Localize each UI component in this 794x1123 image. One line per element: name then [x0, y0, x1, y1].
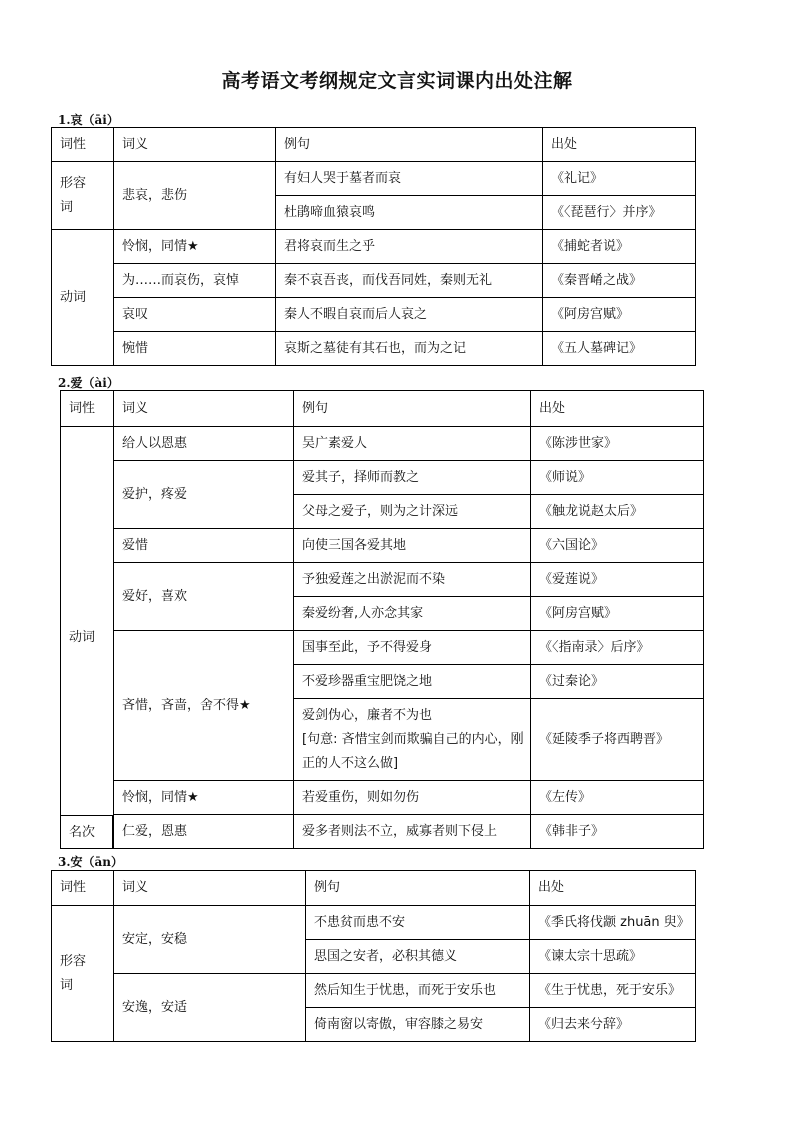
header-cell: 例句: [276, 128, 543, 162]
source-cell: 《季氏将伐颛 zhuān 臾》: [530, 906, 696, 940]
source-cell: 《左传》: [531, 781, 704, 815]
page-title: 高考语文考纲规定文言实词课内出处注解: [221, 70, 573, 92]
meaning-cell: 惋惜: [114, 332, 276, 366]
example-cell: 君将哀而生之乎: [276, 230, 543, 264]
example-cell: 秦不哀吾丧，而伐吾同姓，秦则无礼: [276, 264, 543, 298]
example-cell: 倚南窗以寄傲，审容膝之易安: [306, 1008, 530, 1042]
meaning-cell: 爱惜: [114, 529, 294, 563]
meaning-cell: 安定，安稳: [114, 906, 306, 974]
source-cell: 《归去来兮辞》: [530, 1008, 696, 1042]
example-cell: 予独爱莲之出淤泥而不染: [294, 563, 531, 597]
meaning-cell: 悲哀，悲伤: [114, 162, 276, 230]
meaning-cell: 爱好，喜欢: [114, 563, 294, 631]
source-cell: 《谏太宗十思疏》: [530, 940, 696, 974]
source-cell: 《〈指南录〉后序》: [531, 631, 704, 665]
table-row: [61, 563, 704, 597]
meaning-cell: 哀叹: [114, 298, 276, 332]
source-cell: 《阿房宫赋》: [531, 597, 704, 631]
meaning-cell: 给人以恩惠: [114, 427, 294, 461]
example-cell: 秦爱纷奢,人亦念其家: [294, 597, 531, 631]
header-cell: 词义: [114, 871, 306, 906]
example-cell: 秦人不暇自哀而后人哀之: [276, 298, 543, 332]
table-row: [61, 815, 704, 849]
table-row: [52, 332, 696, 366]
vocab-table-ai-sorrow: [51, 127, 696, 366]
pos-cell: 形容词: [52, 906, 114, 1042]
source-cell: 《五人墓碑记》: [543, 332, 696, 366]
source-cell: 《过秦论》: [531, 665, 704, 699]
table-row: [61, 427, 704, 461]
example-cell: 爱多者则法不立，威寡者则下侵上: [294, 815, 531, 849]
table-row: [61, 529, 704, 563]
meaning-cell: 怜悯，同情★: [114, 230, 276, 264]
meaning-cell: 吝惜，吝啬，舍不得★: [114, 631, 294, 781]
source-cell: 《陈涉世家》: [531, 427, 704, 461]
source-cell: 《秦晋崤之战》: [543, 264, 696, 298]
table-header-row: [52, 128, 696, 162]
example-sentence: 爱剑伪心，廉者不为也: [302, 707, 433, 723]
example-cell: 然后知生于忧患，而死于安乐也: [306, 974, 530, 1008]
example-cell: 杜鹃啼血猿哀鸣: [276, 196, 543, 230]
meaning-cell: 仁爱，恩惠: [114, 815, 294, 849]
example-cell: 爱其子，择师而教之: [294, 461, 531, 495]
example-cell: 若爱重伤，则如勿伤: [294, 781, 531, 815]
meaning-cell: 爱护，疼爱: [114, 461, 294, 529]
example-cell: 不患贫而患不安: [306, 906, 530, 940]
example-cell: 思国之安者，必积其德义: [306, 940, 530, 974]
example-cell: 父母之爱子，则为之计深远: [294, 495, 531, 529]
meaning-cell: 安逸，安适: [114, 974, 306, 1042]
source-cell: 《〈琵琶行〉并序》: [543, 196, 696, 230]
section-heading: 1.哀（āi）: [58, 113, 119, 127]
header-cell: 出处: [530, 871, 696, 906]
header-cell: 词性: [52, 128, 114, 162]
source-cell: 《延陵季子将西聘晋》: [531, 699, 704, 781]
table-row: [52, 974, 696, 1008]
vocab-table-an: [51, 870, 696, 1042]
source-cell: 《生于忧患，死于安乐》: [530, 974, 696, 1008]
source-cell: 《韩非子》: [531, 815, 704, 849]
example-cell: 国事至此，予不得爱身: [294, 631, 531, 665]
example-cell: 向使三国各爱其地: [294, 529, 531, 563]
table-row: [52, 906, 696, 940]
pos-label-noun: 名次: [60, 815, 113, 849]
source-cell: 《捕蛇者说》: [543, 230, 696, 264]
table-header-row: [52, 871, 696, 906]
header-cell: 词性: [52, 871, 114, 906]
example-cell: 哀斯之墓徒有其石也，而为之记: [276, 332, 543, 366]
source-cell: 《触龙说赵太后》: [531, 495, 704, 529]
header-cell: 词性: [61, 391, 114, 427]
table-row: [52, 264, 696, 298]
header-cell: 例句: [294, 391, 531, 427]
table-row: [52, 162, 696, 196]
table-row: [52, 298, 696, 332]
header-cell: 例句: [306, 871, 530, 906]
section-heading: 3.安（ān）: [58, 855, 124, 869]
table-row: [61, 461, 704, 495]
meaning-cell: 怜悯，同情★: [114, 781, 294, 815]
pos-cell: 形容词: [52, 162, 114, 230]
source-cell: 《六国论》: [531, 529, 704, 563]
example-cell: [294, 699, 531, 781]
vocab-table-ai-love: [60, 390, 704, 849]
header-cell: 出处: [531, 391, 704, 427]
table-row: [61, 781, 704, 815]
section-heading: 2.爱（ài）: [58, 376, 119, 390]
table-row: [52, 230, 696, 264]
table-row: [61, 631, 704, 665]
source-cell: 《阿房宫赋》: [543, 298, 696, 332]
header-cell: 词义: [114, 391, 294, 427]
pos-cell: 动词: [52, 230, 114, 366]
source-cell: 《爱莲说》: [531, 563, 704, 597]
header-cell: 词义: [114, 128, 276, 162]
example-cell: 吴广素爱人: [294, 427, 531, 461]
example-cell: 有妇人哭于墓者而哀: [276, 162, 543, 196]
table-header-row: [61, 391, 704, 427]
meaning-cell: 为……而哀伤，哀悼: [114, 264, 276, 298]
example-cell: 不爱珍器重宝肥饶之地: [294, 665, 531, 699]
pos-cell: 动词: [61, 427, 114, 849]
source-cell: 《礼记》: [543, 162, 696, 196]
source-cell: 《师说》: [531, 461, 704, 495]
example-note: [句意: 吝惜宝剑而欺骗自己的内心，刚正的人不这么做]: [302, 731, 524, 771]
header-cell: 出处: [543, 128, 696, 162]
